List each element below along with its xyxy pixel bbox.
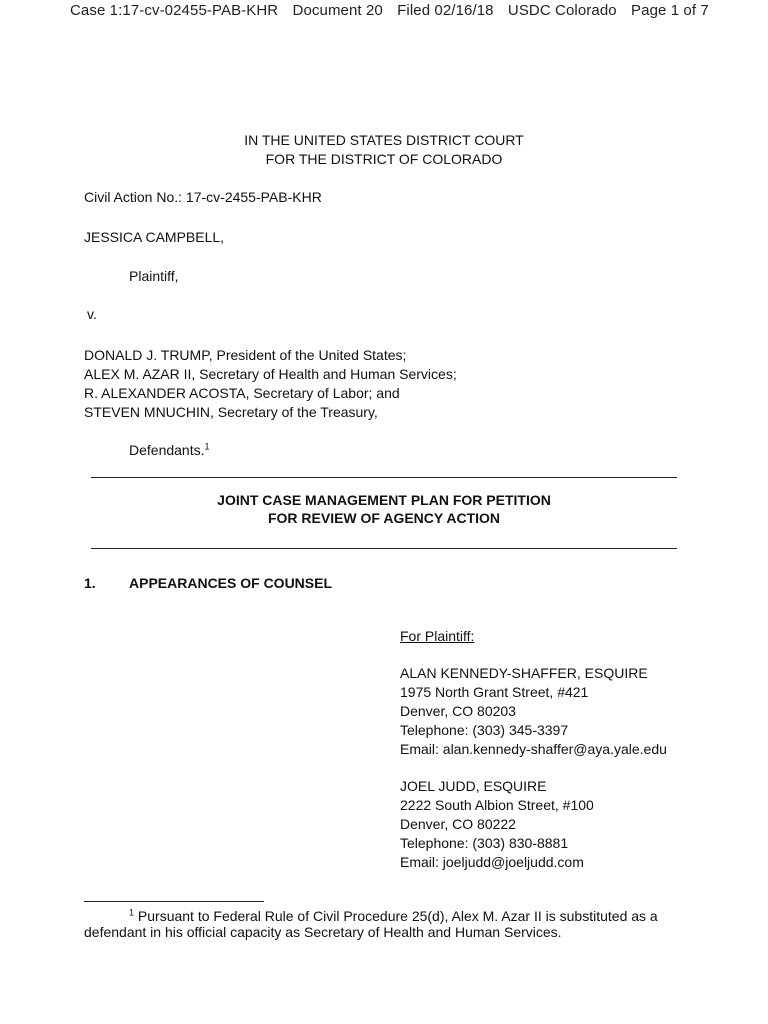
- defendant-line: R. ALEXANDER ACOSTA, Secretary of Labor; and: [84, 385, 400, 401]
- filed-date: Filed 02/16/18: [397, 2, 494, 19]
- page-indicator: Page 1 of 7: [631, 2, 709, 19]
- versus: v.: [87, 306, 97, 322]
- attorney2-telephone: Telephone: (303) 830-8881: [400, 835, 569, 851]
- footnote: [84, 908, 674, 940]
- attorney1-city: Denver, CO 80203: [400, 703, 516, 719]
- footnote-separator: [84, 901, 264, 902]
- defendant-line: DONALD J. TRUMP, President of the United States;: [84, 347, 407, 363]
- footnote-reference: 1: [204, 441, 210, 452]
- document-number: Document 20: [292, 2, 383, 19]
- attorney2-email: Email: joeljudd@joeljudd.com: [400, 854, 584, 870]
- court-heading-line2: FOR THE DISTRICT OF COLORADO: [265, 151, 503, 167]
- title-line1: JOINT CASE MANAGEMENT PLAN FOR PETITION: [217, 492, 551, 508]
- counsel-label: For Plaintiff:: [400, 628, 475, 644]
- attorney1-name: ALAN KENNEDY-SHAFFER, ESQUIRE: [400, 665, 648, 681]
- section-number: 1.: [84, 575, 96, 591]
- attorney2-city: Denver, CO 80222: [400, 816, 516, 832]
- defendants-role: [129, 441, 210, 460]
- footnote-mark: 1: [129, 907, 135, 918]
- attorney1-address: 1975 North Grant Street, #421: [400, 684, 589, 700]
- defendant-line: ALEX M. AZAR II, Secretary of Health and Human Services;: [84, 366, 457, 382]
- attorney2-address: 2222 South Albion Street, #100: [400, 797, 594, 813]
- defendant-line: STEVEN MNUCHIN, Secretary of the Treasury,: [84, 404, 378, 420]
- case-number: Case 1:17-cv-02455-PAB-KHR: [70, 2, 279, 19]
- attorney2-name: JOEL JUDD, ESQUIRE: [400, 778, 547, 794]
- defendants-role-text: Defendants.: [129, 442, 205, 458]
- plaintiff-role: Plaintiff,: [129, 268, 179, 284]
- title-bottom-rule: [91, 548, 677, 549]
- attorney1-email: Email: alan.kennedy-shaffer@aya.yale.edu: [400, 741, 667, 757]
- footnote-text: Pursuant to Federal Rule of Civil Procedure 25(d), Alex M. Azar II is substituted as a defendant in his official capacity as Secretary of Health and Human Services.: [84, 908, 658, 940]
- title-top-rule: [91, 477, 677, 478]
- court-heading-line1: IN THE UNITED STATES DISTRICT COURT: [244, 132, 524, 148]
- section-heading: APPEARANCES OF COUNSEL: [129, 575, 333, 591]
- civil-action-number: Civil Action No.: 17-cv-2455-PAB-KHR: [84, 189, 322, 205]
- title-line2: FOR REVIEW OF AGENCY ACTION: [267, 510, 501, 526]
- court-stamp: USDC Colorado: [507, 2, 617, 19]
- attorney1-telephone: Telephone: (303) 345-3397: [400, 722, 569, 738]
- filing-header: [70, 2, 719, 19]
- plaintiff-name: JESSICA CAMPBELL,: [84, 229, 225, 245]
